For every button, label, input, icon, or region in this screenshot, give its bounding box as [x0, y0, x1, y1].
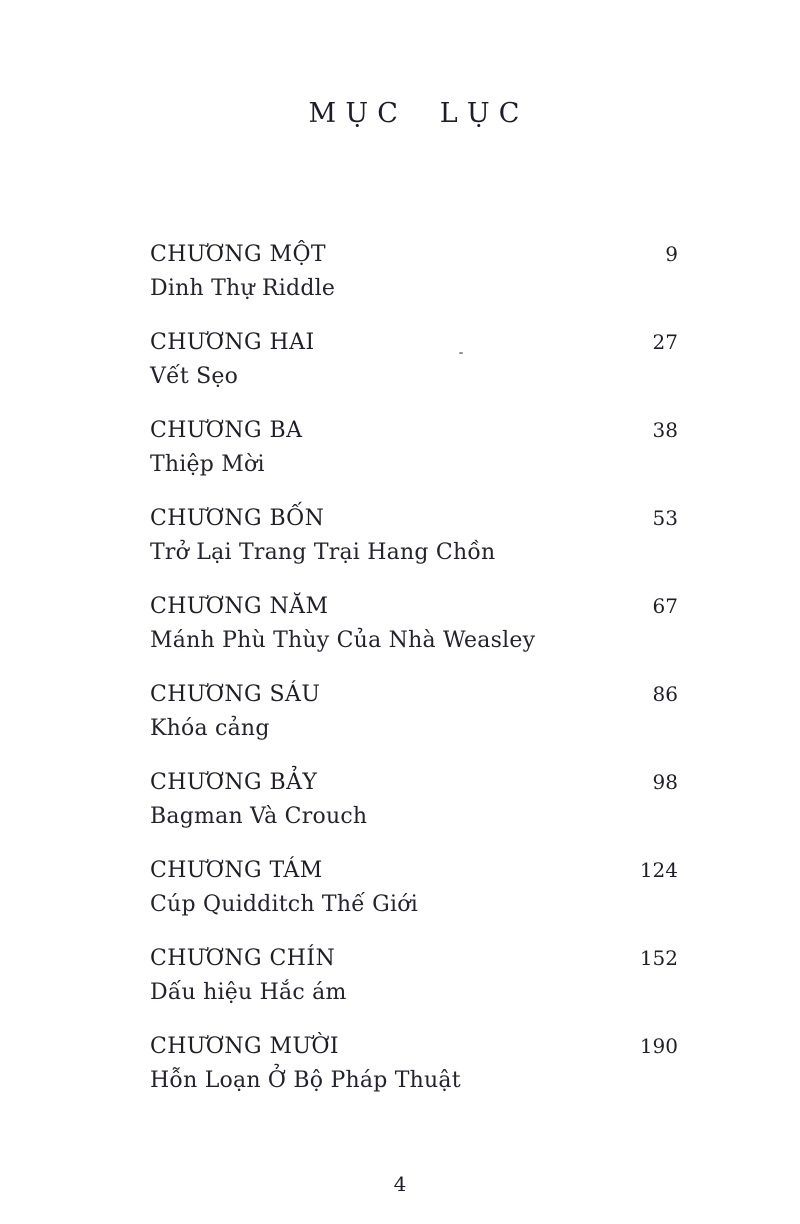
chapter-page-number: 86	[652, 682, 678, 706]
chapter-title: Khóa cảng	[150, 716, 270, 741]
folio-page-number: 4	[393, 1172, 407, 1196]
toc-entry	[150, 941, 678, 1010]
chapter-page-number: 53	[652, 506, 678, 530]
chapter-title: Dinh Thự Riddle	[150, 276, 336, 301]
chapter-page-number: 27	[652, 330, 678, 354]
chapter-label: CHƯƠNG SÁU	[150, 682, 321, 707]
chapter-page-number: 98	[652, 770, 678, 794]
chapter-label: CHƯƠNG HAI	[150, 330, 315, 355]
chapter-page-number: 38	[652, 418, 678, 442]
chapter-label: CHƯƠNG TÁM	[150, 858, 323, 883]
chapter-page-number: 124	[639, 858, 678, 882]
chapter-title: Thiệp Mời	[150, 452, 265, 477]
chapter-title: Bagman Và Crouch	[150, 804, 368, 829]
chapter-title: Hỗn Loạn Ở Bộ Pháp Thuật	[150, 1068, 461, 1093]
chapter-label: CHƯƠNG BA	[150, 418, 303, 443]
chapter-page-number: 190	[639, 1034, 678, 1058]
toc-entry	[150, 501, 678, 570]
chapter-label: CHƯƠNG MỘT	[150, 242, 327, 267]
chapter-title: Dấu hiệu Hắc ám	[150, 980, 347, 1005]
chapter-title: Cúp Quidditch Thế Giới	[150, 892, 418, 917]
toc-entry	[150, 237, 678, 306]
table-of-contents	[150, 237, 678, 1098]
chapter-title: Trở Lại Trang Trại Hang Chồn	[150, 540, 496, 565]
chapter-label: CHƯƠNG BỐN	[150, 506, 325, 531]
toc-entry	[150, 325, 678, 394]
chapter-title: Mánh Phù Thùy Của Nhà Weasley	[150, 628, 536, 653]
page-content	[150, 0, 678, 1117]
chapter-page-number: 9	[665, 242, 678, 266]
chapter-label: CHƯƠNG NĂM	[150, 594, 329, 619]
chapter-label: CHƯƠNG CHÍN	[150, 946, 336, 971]
toc-entry	[150, 1029, 678, 1098]
toc-entry	[150, 765, 678, 834]
toc-entry	[150, 853, 678, 922]
page-title: MỤC LỤC	[308, 98, 529, 129]
toc-entry	[150, 413, 678, 482]
chapter-label: CHƯƠNG BẢY	[150, 770, 318, 795]
chapter-page-number: 67	[652, 594, 678, 618]
chapter-page-number: 152	[639, 946, 678, 970]
toc-entry	[150, 677, 678, 746]
chapter-label: CHƯƠNG MƯỜI	[150, 1034, 340, 1059]
toc-entry	[150, 589, 678, 658]
chapter-title: Vết Sẹo	[150, 364, 239, 389]
